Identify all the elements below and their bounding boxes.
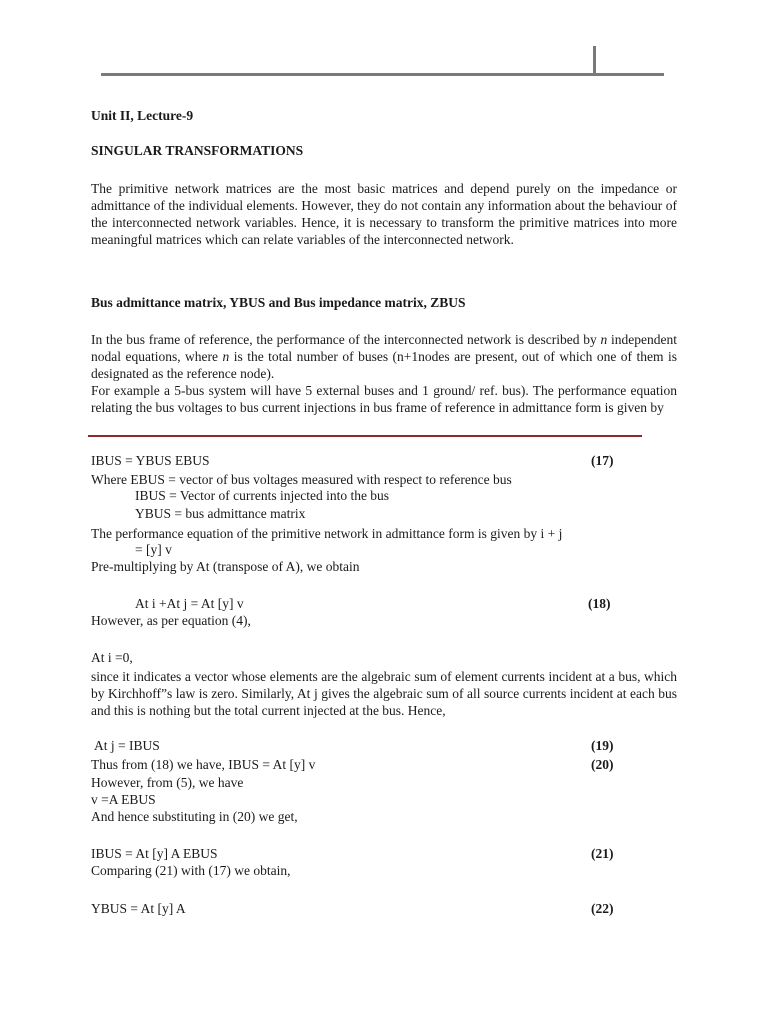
example-paragraph: For example a 5-bus system will have 5 external buses and 1 ground/ ref. bus). The performance equation relating the bus voltages to bus current injections in bus frame of reference in admittance form is given by [91, 383, 677, 415]
subsection-title: Bus admittance matrix, YBUS and Bus impedance matrix, ZBUS [91, 295, 466, 310]
comparing-line: Comparing (21) with (17) we obtain, [91, 863, 291, 878]
however-5-line: However, from (5), we have [91, 775, 244, 790]
equation-19: At j = IBUS [94, 738, 160, 753]
header-rule-tick [593, 46, 596, 75]
bus-frame-paragraph: In the bus frame of reference, the performance of the interconnected network is described by n independent nodal equations, where n is the total number of buses (n+1nodes are present, out of which one of them is designated as the reference node). [91, 332, 677, 381]
primitive-performance-line: The performance equation of the primitive network in admittance form is given by i + j [91, 526, 563, 541]
where-line-ebus: Where EBUS = vector of bus voltages measured with respect to reference bus [91, 472, 512, 487]
substituting-line: And hence substituting in (20) we get, [91, 809, 298, 824]
ati-zero-line: At i =0, [91, 650, 133, 665]
header-rule [101, 73, 664, 76]
v-equation-line: v =A EBUS [91, 792, 156, 807]
equation-19-number: (19) [591, 738, 614, 753]
premultiply-line: Pre-multiplying by At (transpose of A), we obtain [91, 559, 360, 574]
equation-22-number: (22) [591, 901, 614, 916]
equation-21-number: (21) [591, 846, 614, 861]
equation-21: IBUS = At [y] A EBUS [91, 846, 218, 861]
section-divider [88, 435, 642, 437]
where-line-ybus: YBUS = bus admittance matrix [135, 506, 306, 521]
unit-heading: Unit II, Lecture-9 [91, 108, 194, 123]
equation-22: YBUS = At [y] A [91, 901, 186, 916]
equation-18-number: (18) [588, 596, 611, 611]
equation-18: At i +At j = At [y] v [135, 596, 244, 611]
equation-17: IBUS = YBUS EBUS [91, 453, 210, 468]
equation-17-number: (17) [591, 453, 614, 468]
equation-20-number: (20) [591, 757, 614, 772]
where-line-ibus: IBUS = Vector of currents injected into the bus [135, 488, 390, 503]
equation-20: Thus from (18) we have, IBUS = At [y] v [91, 757, 316, 772]
primitive-performance-line-2: = [y] v [135, 542, 172, 557]
intro-paragraph: The primitive network matrices are the most basic matrices and depend purely on the impedance or admittance of the individual elements. However, they do not contain any information about the behaviour of the interconnected network variables. Hence, it is necessary to transform the primitive matrices into more meaningful matrices which can relate variables of the interconnected network. [91, 181, 677, 247]
since-paragraph: since it indicates a vector whose elements are the algebraic sum of element currents incident at a bus, which by Kirchhoff”s law is zero. Similarly, At j gives the algebraic sum of all source currents incident at each bus and this is nothing but the total current injected at the bus. Hence, [91, 669, 677, 718]
section-title: SINGULAR TRANSFORMATIONS [91, 143, 304, 158]
however-eq4-line: However, as per equation (4), [91, 613, 251, 628]
